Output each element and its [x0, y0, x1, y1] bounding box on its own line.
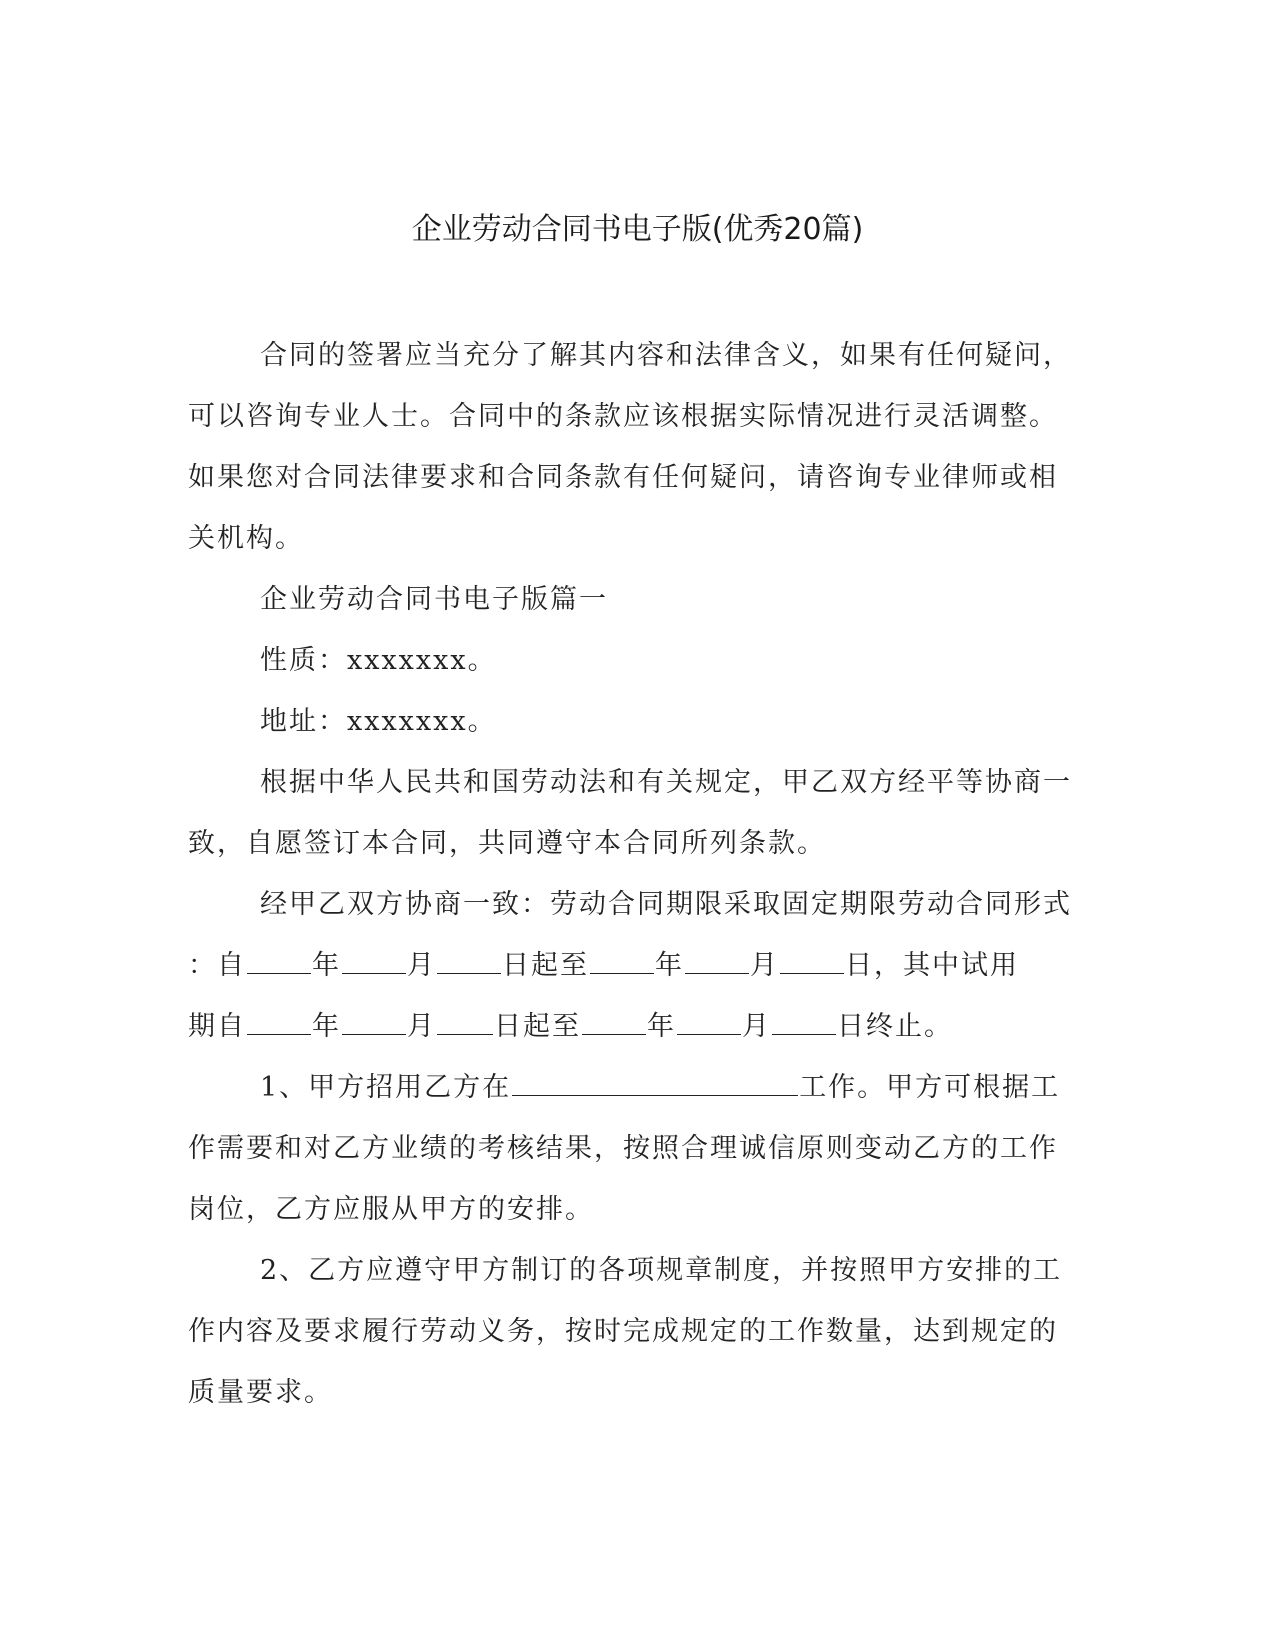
- month-label: 月: [742, 1011, 771, 1042]
- month-label: 月: [750, 950, 779, 981]
- intro-line-3: 如果您对合同法律要求和合同条款有任何疑问，请咨询专业律师或相: [188, 462, 1058, 493]
- blank-trial-start-year[interactable]: [247, 1010, 311, 1035]
- blank-trial-end-year[interactable]: [582, 1010, 646, 1035]
- clause-2-line-3: 质量要求。: [188, 1377, 333, 1408]
- clause-1-line-1: [188, 1057, 1088, 1118]
- year-label: 年: [655, 950, 684, 981]
- intro-line-4: 关机构。: [188, 523, 304, 554]
- end-label: 日终止。: [837, 1011, 953, 1042]
- trial-prefix: 期自: [188, 1011, 246, 1042]
- intro-line-2: 可以咨询专业人士。合同中的条款应该根据实际情况进行灵活调整。: [188, 401, 1058, 432]
- document-title: 企业劳动合同书电子版(优秀20篇): [411, 212, 864, 247]
- from-to-label: 日起至: [502, 950, 589, 981]
- trial-label: 日，其中试用: [845, 950, 1019, 981]
- blank-start-day[interactable]: [437, 949, 501, 974]
- clause-1-line-3: 岗位，乙方应服从甲方的安排。: [188, 1194, 594, 1225]
- clause-2: [188, 1240, 1088, 1423]
- clause-1-prefix: 1、甲方招用乙方在: [260, 1072, 512, 1103]
- year-label: 年: [647, 1011, 676, 1042]
- month-label: 月: [407, 1011, 436, 1042]
- term-paragraph: [188, 874, 1088, 1057]
- clause-1: [188, 1057, 1088, 1240]
- clause-2-line-1: 2、乙方应遵守甲方制订的各项规章制度，并按照甲方安排的工: [260, 1255, 1063, 1286]
- blank-start-year[interactable]: [247, 949, 311, 974]
- section-title: 企业劳动合同书电子版篇一: [260, 584, 608, 615]
- month-label: 月: [407, 950, 436, 981]
- term-line-3: [116, 996, 1088, 1057]
- year-label: 年: [312, 950, 341, 981]
- basis-line-2: 致，自愿签订本合同，共同遵守本合同所列条款。: [188, 828, 826, 859]
- from-to-label: 日起至: [494, 1011, 581, 1042]
- basis-paragraph: [188, 752, 1088, 874]
- basis-line-1: 根据中华人民共和国劳动法和有关规定，甲乙双方经平等协商一: [260, 767, 1072, 798]
- intro-line-1: 合同的签署应当充分了解其内容和法律含义，如果有任何疑问，: [260, 340, 1072, 371]
- term-line-2: [116, 935, 1088, 996]
- blank-start-month[interactable]: [342, 949, 406, 974]
- blank-end-month[interactable]: [685, 949, 749, 974]
- blank-end-day[interactable]: [780, 949, 844, 974]
- clause-2-line-2: 作内容及要求履行劳动义务，按时完成规定的工作数量，达到规定的: [188, 1316, 1058, 1347]
- term-line-1: 经甲乙双方协商一致：劳动合同期限采取固定期限劳动合同形式: [260, 889, 1072, 920]
- term-from-prefix: ：自: [188, 950, 246, 981]
- intro-paragraph: [188, 325, 1088, 569]
- blank-trial-start-month[interactable]: [342, 1010, 406, 1035]
- blank-trial-end-month[interactable]: [677, 1010, 741, 1035]
- address-field: 地址：xxxxxxx。: [260, 706, 497, 737]
- nature-field: 性质：xxxxxxx。: [260, 645, 497, 676]
- blank-work-position[interactable]: [512, 1071, 798, 1096]
- clause-1-suffix: 工作。甲方可根据工: [799, 1072, 1061, 1103]
- year-label: 年: [312, 1011, 341, 1042]
- blank-end-year[interactable]: [590, 949, 654, 974]
- blank-trial-start-day[interactable]: [437, 1010, 493, 1035]
- clause-1-line-2: 作需要和对乙方业绩的考核结果，按照合理诚信原则变动乙方的工作: [188, 1133, 1058, 1164]
- document-body: [188, 325, 1088, 1423]
- blank-trial-end-day[interactable]: [772, 1010, 836, 1035]
